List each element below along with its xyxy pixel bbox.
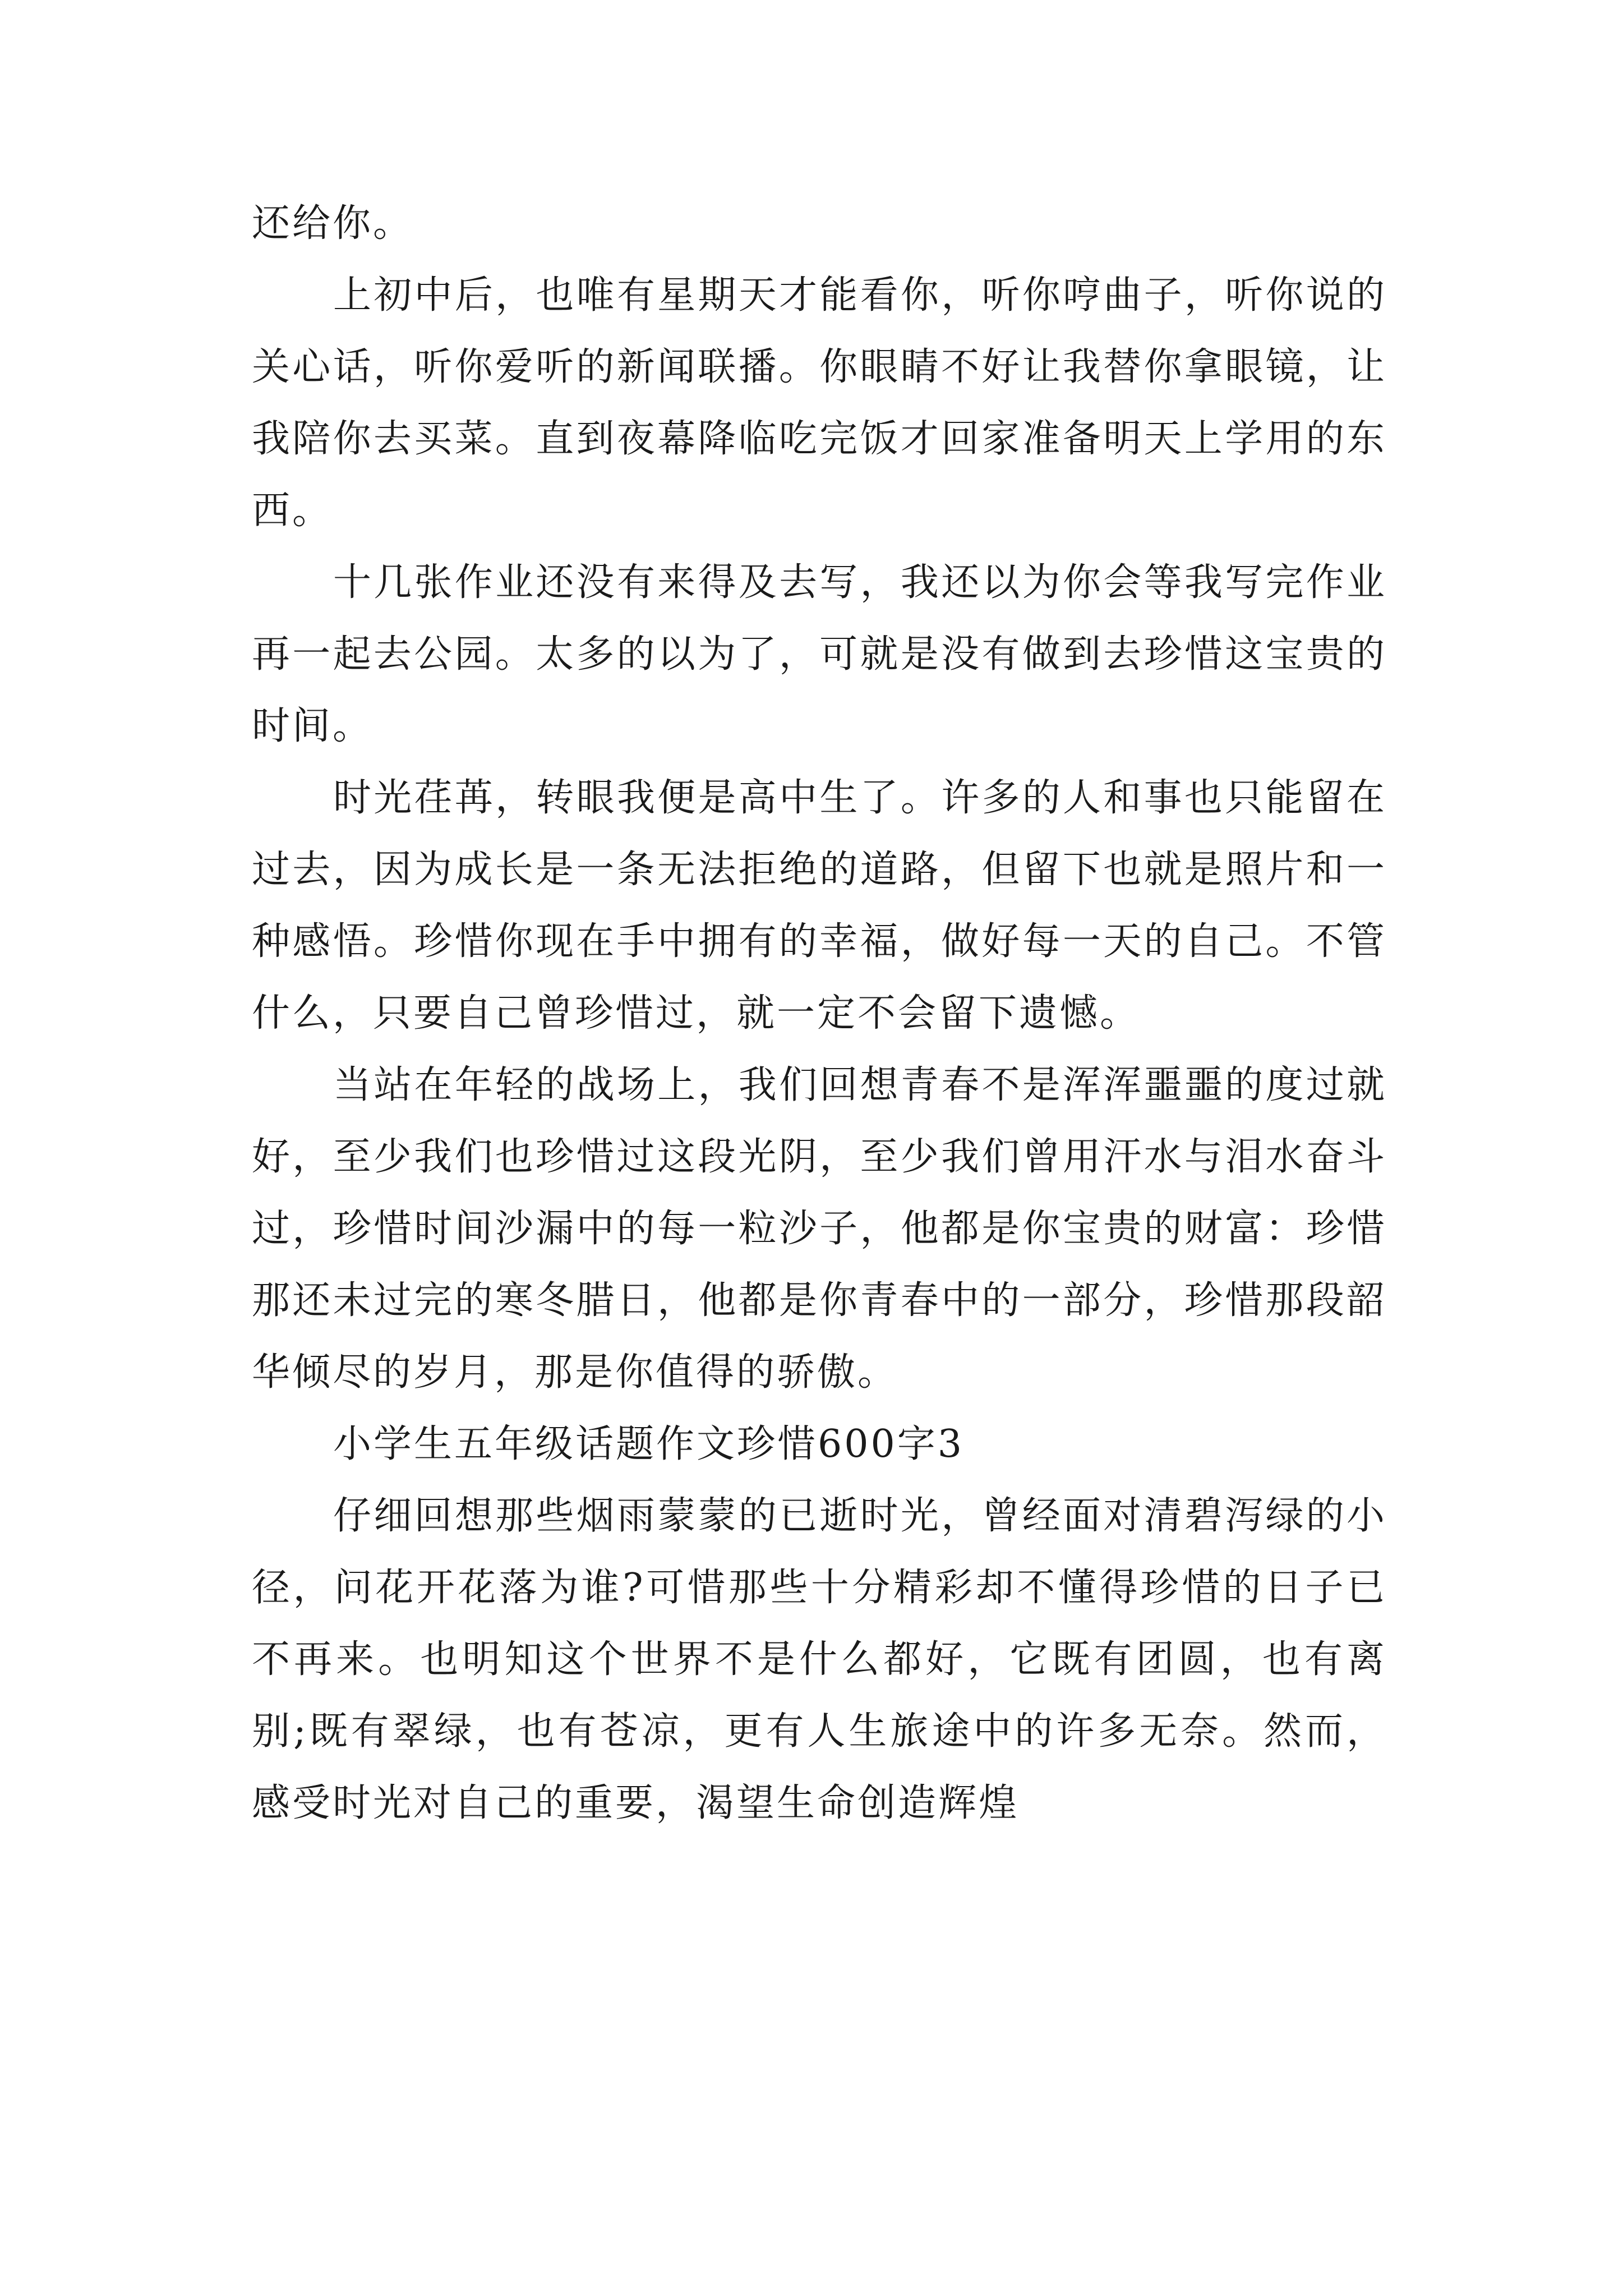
- paragraph-youth-battlefield: 当站在年轻的战场上，我们回想青春不是浑浑噩噩的度过就好，至少我们也珍惜过这段光阴，至少我们曾用汗水与泪水奋斗过，珍惜时间沙漏中的每一粒沙子，他都是你宝贵的财富：珍惜那还未过完的寒冬腊日，他都是你青春中的一部分，珍惜那段韶华倾尽的岁月，那是你值得的骄傲。: [252, 1063, 1387, 1395]
- paragraph-time-flies: 时光荏苒，转眼我便是高中生了。许多的人和事也只能留在过去，因为成长是一条无法拒绝的道路，但留下也就是照片和一种感悟。珍惜你现在手中拥有的幸福，做好每一天的自己。不管什么，只要自己曾珍惜过，就一定不会留下遗憾。: [252, 776, 1387, 1036]
- paragraph-middle-school: 上初中后，也唯有星期天才能看你，听你哼曲子，听你说的关心话，听你爱听的新闻联播。你眼睛不好让我替你拿眼镜，让我陪你去买菜。直到夜幕降临吃完饭才回家准备明天上学用的东西。: [252, 273, 1387, 533]
- paragraph-recall: 仔细回想那些烟雨蒙蒙的已逝时光，曾经面对清碧泻绿的小径，问花开花落为谁?可惜那些十分精彩却不懂得珍惜的日子已不再来。也明知这个世界不是什么都好，它既有团圆，也有离别;既有翠绿，也有苍凉，更有人生旅途中的许多无奈。然而，感受时光对自己的重要，渴望生命创造辉煌: [252, 1494, 1387, 1825]
- paragraph-homework: 十几张作业还没有来得及去写，我还以为你会等我写完作业再一起去公园。太多的以为了，可就是没有做到去珍惜这宝贵的时间。: [252, 560, 1387, 748]
- document-body: [252, 188, 1387, 1839]
- paragraph-continuation: 还给你。: [252, 201, 414, 246]
- essay-heading: 小学生五年级话题作文珍惜600字3: [333, 1422, 965, 1466]
